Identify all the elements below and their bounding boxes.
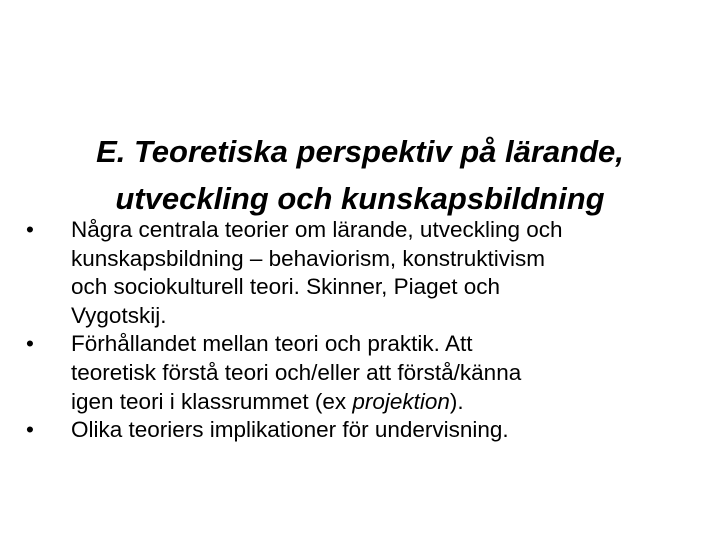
bullet-text <box>71 416 509 445</box>
bullet-item-theories <box>26 216 706 330</box>
bullet-marker: • <box>26 417 34 443</box>
bullet-2-line-2: teoretisk förstå teori och/eller att förstå/känna <box>71 359 522 385</box>
bullet-2-line-3 <box>71 388 521 417</box>
bullet-text <box>71 216 563 330</box>
bullet-text <box>71 330 521 416</box>
bullet-1-line-2: kunskapsbildning – behaviorism, konstruktivism <box>71 245 545 271</box>
bullet-2-line-3-before: igen teori i klassrummet (ex <box>71 388 353 414</box>
bullet-marker: • <box>26 217 34 242</box>
bullet-list <box>26 216 706 445</box>
bullet-1-line-1: Några centrala teorier om lärande, utveckling och <box>71 217 563 242</box>
title-line-2: utveckling och kunskapsbildning <box>115 181 605 216</box>
bullet-2-line-3-after: ). <box>449 388 464 414</box>
title-line-1: E. Teoretiska perspektiv på lärande, <box>96 134 624 169</box>
bullet-3-line-1: Olika teoriers implikationer för undervisning. <box>71 417 509 443</box>
bullet-item-theory-practice <box>26 330 706 416</box>
bullet-item-implications <box>26 416 706 445</box>
bullet-1-line-4: Vygotskij. <box>71 302 167 328</box>
bullet-2-line-1: Förhållandet mellan teori och praktik. Att <box>71 331 473 357</box>
bullet-marker: • <box>26 331 34 357</box>
slide-title <box>30 128 690 222</box>
bullet-1-line-3: och sociokulturell teori. Skinner, Piaget och <box>71 274 500 300</box>
emphasis-projektion: projektion <box>352 388 450 414</box>
